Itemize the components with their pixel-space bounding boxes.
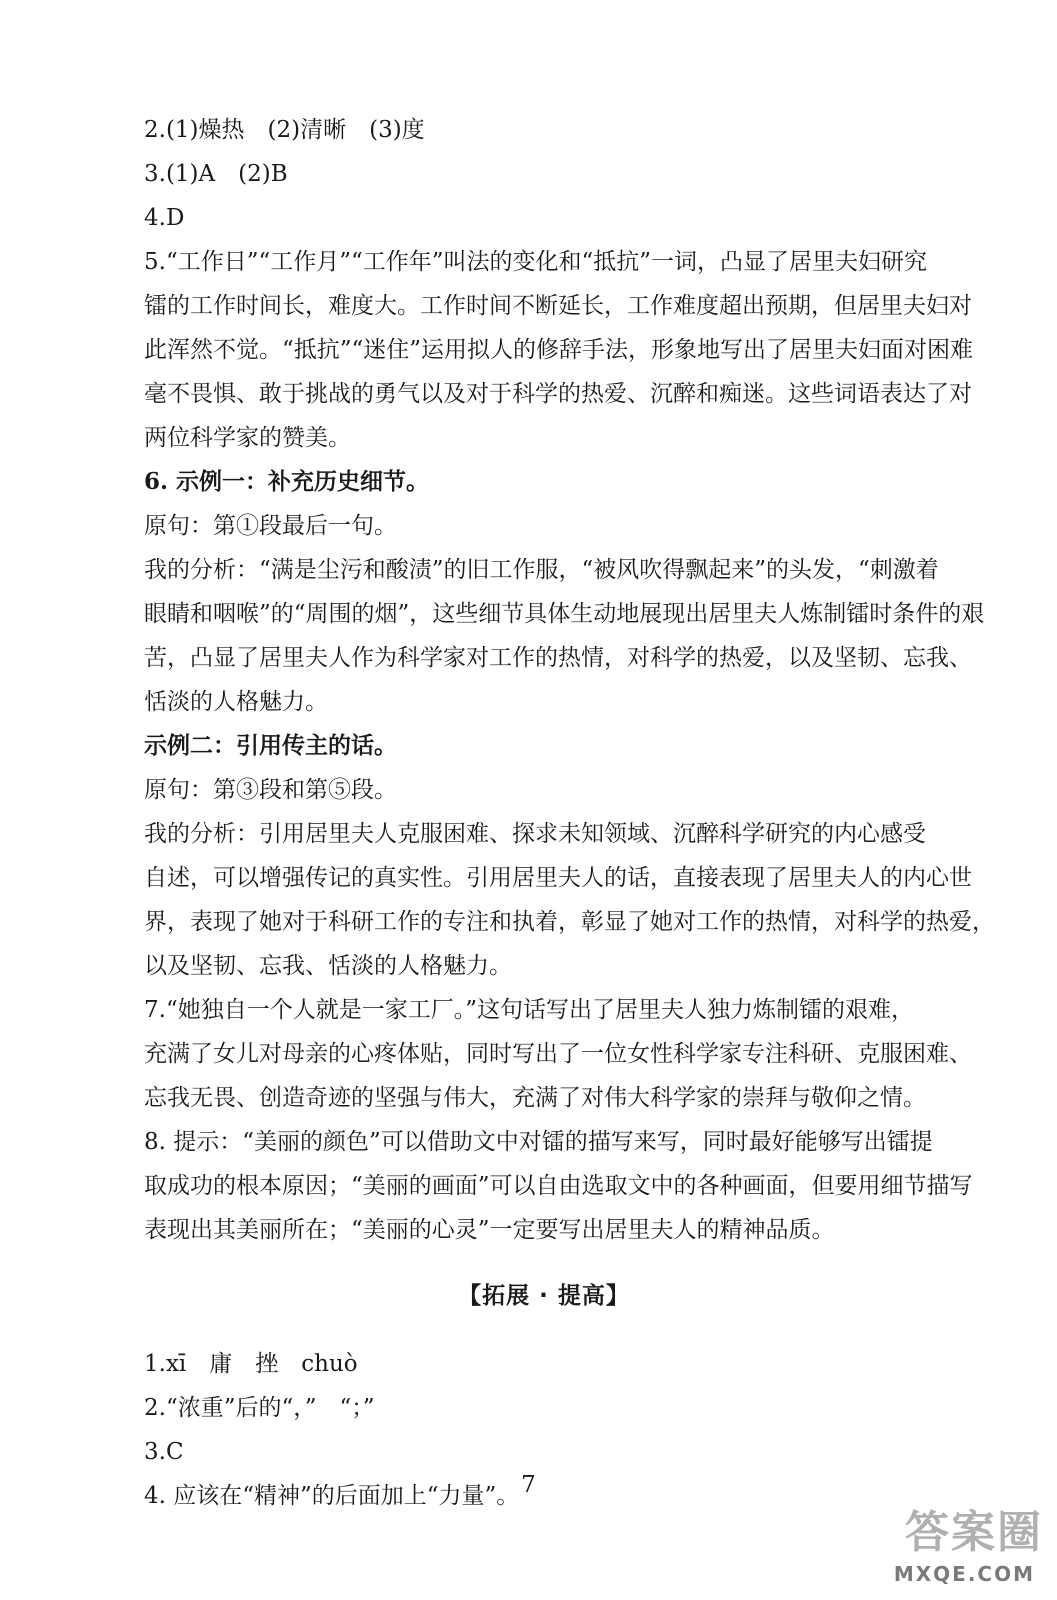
- watermark-site: MXQE.COM: [893, 1562, 1035, 1586]
- answer-7-line: 7.“她独自一个人就是一家工厂。”这句话写出了居里夫人独力炼制镭的艰难，: [144, 997, 914, 1023]
- example-2-analysis-line: 自述，可以增强传记的真实性。引用居里夫人的话，直接表现了居里夫人的内心世: [144, 865, 972, 891]
- example-1-analysis-line: 苦，凸显了居里夫人作为科学家对工作的热情，对科学的热爱，以及坚韧、忘我、: [144, 645, 972, 671]
- answer-6: [144, 460, 995, 988]
- answer-7-line: 充满了女儿对母亲的心疼体贴，同时写出了一位女性科学家专注科研、克服困难、: [144, 1041, 972, 1067]
- section-title: 【拓展 · 提高】: [458, 1283, 630, 1309]
- example-2-analysis-line: 我的分析：引用居里夫人克服困难、探求未知领域、沉醉科学研究的内心感受: [144, 821, 926, 847]
- example-1-analysis-line: 恬淡的人格魅力。: [144, 689, 328, 715]
- example-1-analysis-line: 眼睛和咽喉”的“周围的烟”，这些细节具体生动地展现出居里夫人炼制镭时条件的艰: [144, 601, 985, 627]
- page-number: 7: [521, 1472, 536, 1498]
- extension-line: 4. 应该在“精神”的后面加上“力量”。: [144, 1483, 520, 1509]
- answer-7-line: 忘我无畏、创造奇迹的坚强与伟大，充满了对伟大科学家的崇拜与敬仰之情。: [144, 1085, 926, 1111]
- answer-8-line: 8. 提示：“美丽的颜色”可以借助文中对镭的描写来写，同时最好能够写出镭提: [144, 1129, 933, 1155]
- answer-5-line: 此浑然不觉。“抵抗”“迷住”运用拟人的修辞手法，形象地写出了居里夫妇面对困难: [144, 337, 974, 363]
- extension-line: 2.“浓重”后的“，” “；”: [144, 1395, 375, 1421]
- example-2-analysis-line: 界，表现了她对于科研工作的专注和执着，彰显了她对工作的热情，对科学的热爱，: [144, 909, 995, 935]
- answer-8-line: 表现出其美丽所在；“美丽的心灵”一定要写出居里夫人的精神品质。: [144, 1217, 835, 1243]
- example-1-analysis-line: 我的分析：“满是尘污和酸渍”的旧工作服，“被风吹得飘起来”的头发，“刺激着: [144, 557, 939, 583]
- example-2-title: 示例二：引用传主的话。: [144, 732, 397, 759]
- answer-line-2: 2.(1)燥热 (2)清晰 (3)度: [144, 117, 425, 143]
- answer-5: [144, 240, 974, 460]
- answer-content: [144, 108, 995, 1518]
- answer-5-line: 镭的工作时间长，难度大。工作时间不断延长，工作难度超出预期，但居里夫妇对: [144, 293, 972, 319]
- answer-5-line: 两位科学家的赞美。: [144, 425, 351, 451]
- example-1-source: 原句：第①段最后一句。: [144, 513, 397, 539]
- answer-8-line: 取成功的根本原因；“美丽的画面”可以自由选取文中的各种画面，但要用细节描写: [144, 1173, 973, 1199]
- answer-line-4: 4.D: [144, 205, 185, 231]
- example-1-title: 6. 示例一：补充历史细节。: [144, 468, 430, 495]
- watermark-logo: 答案圈: [905, 1507, 1043, 1558]
- example-2-source: 原句：第③段和第⑤段。: [144, 777, 397, 803]
- answer-5-line: 5.“工作日”“工作月”“工作年”叫法的变化和“抵抗”一词，凸显了居里夫妇研究: [144, 249, 928, 275]
- answer-line-3: 3.(1)A (2)B: [144, 161, 288, 187]
- answer-7: [144, 988, 972, 1120]
- extension-line: 3.C: [144, 1439, 184, 1465]
- answer-5-line: 毫不畏惧、敢于挑战的勇气以及对于科学的热爱、沉醉和痴迷。这些词语表达了对: [144, 381, 972, 407]
- answer-8: [144, 1120, 973, 1252]
- example-2-analysis-line: 以及坚韧、忘我、恬淡的人格魅力。: [144, 953, 512, 979]
- extension-line: 1.xī 庸 挫 chuò: [144, 1351, 358, 1377]
